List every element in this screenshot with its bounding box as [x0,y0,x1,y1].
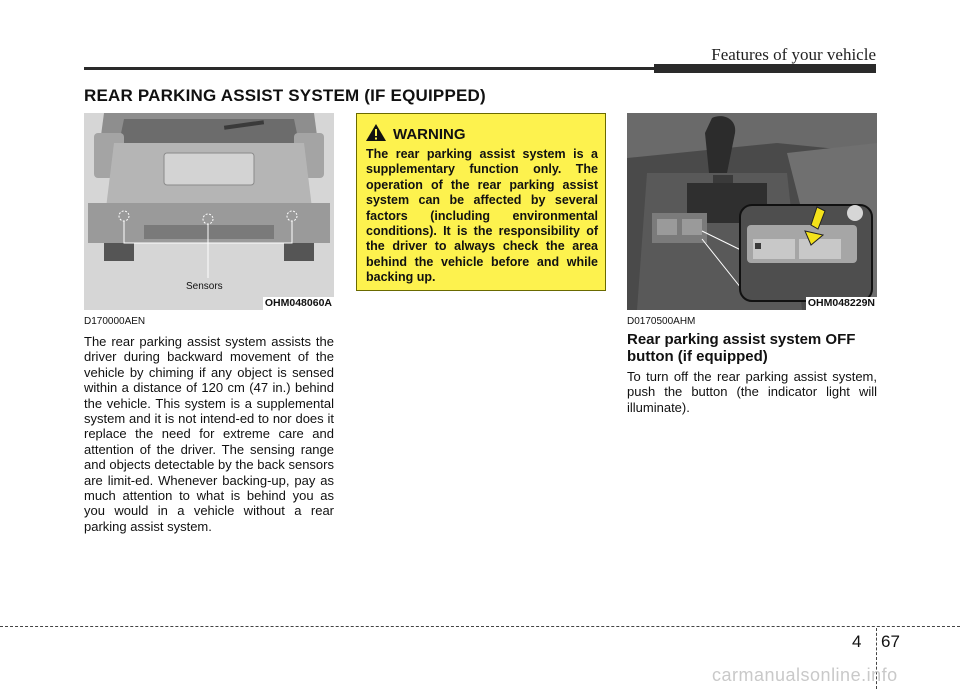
chapter-number: 4 [852,632,862,651]
col3-body: To turn off the rear parking assist system, push the button (the indicator light will illuminate). [627,369,877,415]
console-button-image [627,113,877,310]
sensors-label: Sensors [186,281,223,292]
col1-body: The rear parking assist system assists the driver during backward movement of the vehicle by chiming if any object is sensed within a distance of 120 cm (47 in.) behind the vehicle. This system is a supplemental system and it is not intend-ed to nor does it replace the need for extreme care and attention of the driver. The sensing range and objects detectable by the back sensors are limit-ed. Whenever backing-up, pay as much attention to what is behind you as you would in a vehicle without a rear parking assist system. [84,334,334,534]
watermark: carmanualsonline.info [712,665,898,685]
running-header: Features of your vehicle [711,45,876,64]
section-title: REAR PARKING ASSIST SYSTEM (IF EQUIPPED) [84,86,486,105]
warning-text: The rear parking assist system is a supplementary function only. The operation of the rear parking assist system can be affected by several factors (including environmental conditions). It is the responsibility of the driver to always check the area behind the vehicle before and while backing up. [366,147,598,285]
console-drawing [627,113,877,310]
rear-vehicle-image [84,113,334,310]
warning-triangle-icon [365,123,387,142]
warning-box [356,113,606,291]
figure1-caption: OHM048060A [264,297,332,309]
col1-code: D170000AEN [84,316,146,327]
warning-title: WARNING [393,126,466,143]
header-tab [654,64,876,73]
footer-rule [0,626,960,627]
col3-code: D0170500AHM [627,316,696,327]
figure2-caption: OHM048229N [807,297,875,309]
col3-heading: Rear parking assist system OFF button (if equipped) [627,331,856,365]
page-number: 67 [881,632,900,651]
